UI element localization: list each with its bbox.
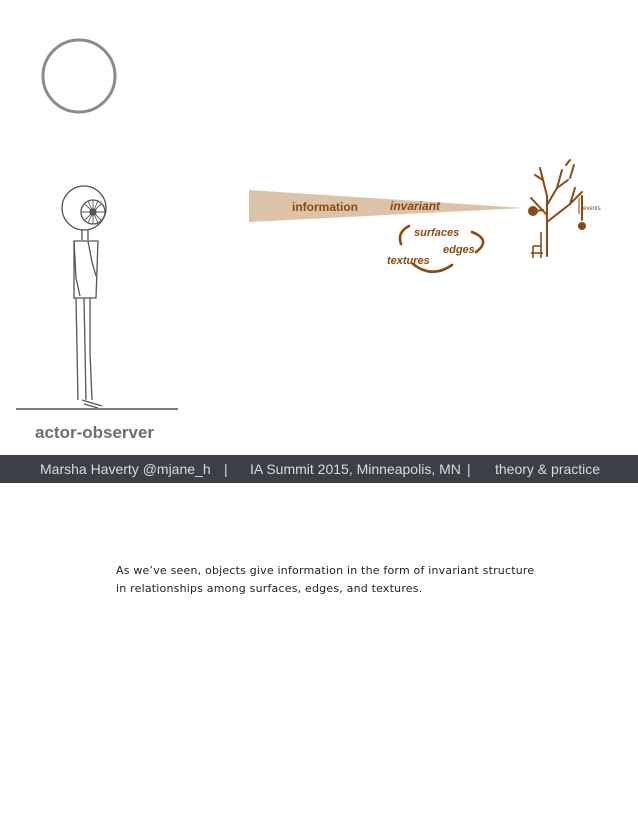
footer-topic: theory & practice (495, 461, 601, 477)
beam-label-invariant: invariant (390, 199, 441, 213)
observer-figure (62, 186, 106, 408)
observer-head (62, 186, 106, 230)
speaker-note: As we’ve seen, objects give information in the form of invariant structure in relationships among surfaces, edges, and textures. (116, 564, 535, 595)
chair-icon (531, 232, 543, 258)
term-surfaces: surfaces (414, 227, 460, 239)
footer-event: IA Summit 2015, Minneapolis, MN (250, 461, 461, 477)
beam-label-information: information (292, 200, 358, 214)
falling-fruit-icon (578, 222, 586, 230)
term-textures: textures (387, 255, 430, 267)
term-edges: edges (443, 244, 475, 256)
events-label: events (583, 206, 601, 212)
footer-bar (0, 455, 638, 483)
observer-label: actor-observer (35, 423, 155, 442)
footer-author: Marsha Haverty @mjane_h (40, 461, 211, 477)
tree-icon (531, 160, 582, 256)
information-beam (249, 190, 524, 222)
fruit-icon (528, 206, 538, 216)
footer-separator-1: | (224, 461, 228, 477)
sun-circle (43, 40, 115, 112)
surfaces-arc (400, 226, 409, 244)
footer-separator-2: | (467, 461, 471, 477)
